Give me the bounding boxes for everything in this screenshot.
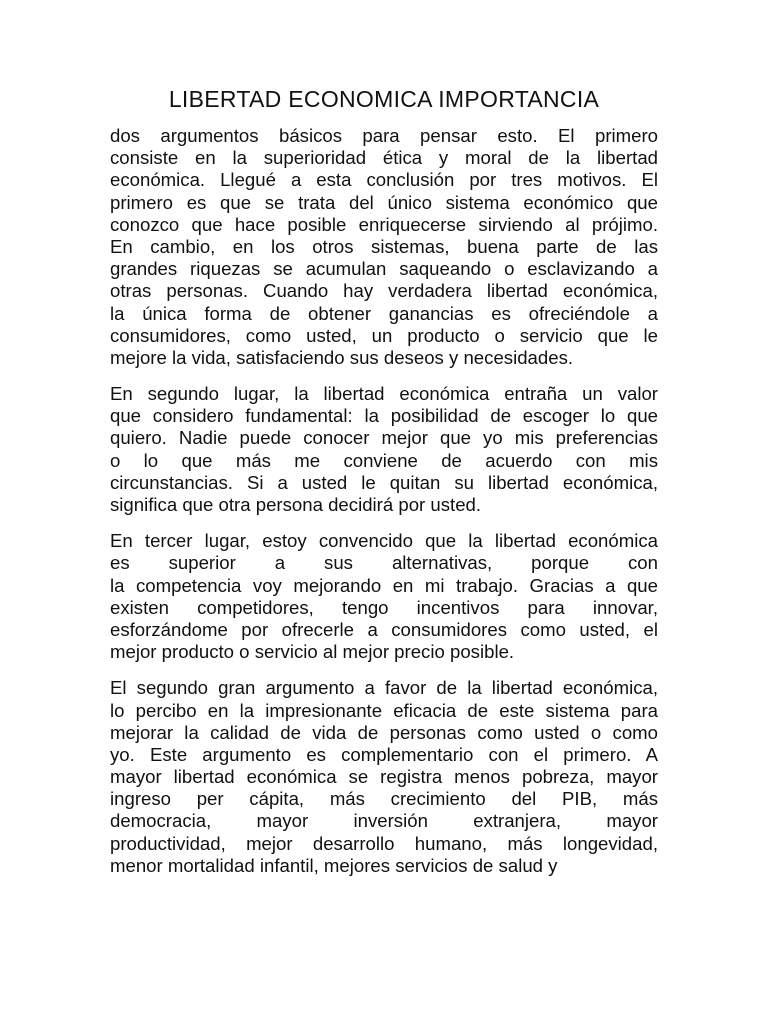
paragraph-line: mejor producto o servicio al mejor precio posible. (110, 641, 515, 663)
paragraph-line: ingreso per cápita, más crecimiento del PIB, más (110, 788, 658, 810)
paragraph-3 (110, 530, 658, 663)
paragraph-line: El segundo gran argumento a favor de la libertad económica, (110, 677, 658, 699)
paragraph-line: democracia, mayor inversión extranjera, mayor (110, 810, 658, 832)
paragraph-1 (110, 125, 658, 369)
paragraph-line: esforzándome por ofrecerle a consumidores como usted, el (110, 618, 658, 640)
paragraph-line: que considero fundamental: la posibilidad de escoger lo que (110, 405, 658, 427)
paragraph-line: significa que otra persona decidirá por usted. (110, 494, 482, 515)
paragraph-line: la competencia voy mejorando en mi trabajo. Gracias a que (110, 574, 658, 596)
paragraph-line: yo. Este argumento es complementario con el primero. A (110, 743, 658, 765)
paragraph-line: dos argumentos básicos para pensar esto. El primero (110, 125, 658, 146)
paragraph-line: grandes riquezas se acumulan saqueando o esclavizando a (110, 258, 658, 280)
paragraph-line: conozco que hace posible enriquecerse sirviendo al prójimo. (110, 213, 658, 235)
paragraph-line: primero es que se trata del único sistema económico que (110, 191, 658, 213)
paragraph-line: económica. Llegué a esta conclusión por tres motivos. El (110, 169, 658, 191)
paragraph-line: consumidores, como usted, un producto o servicio que le (110, 324, 658, 346)
paragraph-line: mejorar la calidad de vida de personas como usted o como (110, 721, 658, 743)
paragraph-2 (110, 383, 658, 516)
paragraph-line: consiste en la superioridad ética y moral de la libertad (110, 147, 658, 169)
paragraph-line: mejore la vida, satisfaciendo sus deseos y necesidades. (110, 346, 574, 368)
paragraph-line: existen competidores, tengo incentivos para innovar, (110, 596, 658, 618)
paragraph-line: circunstancias. Si a usted le quitan su libertad económica, (110, 471, 658, 493)
paragraph-line: En tercer lugar, estoy convencido que la libertad económica (110, 530, 658, 552)
paragraph-line: es superior a sus alternativas, porque con (110, 552, 658, 574)
paragraph-line: otras personas. Cuando hay verdadera libertad económica, (110, 280, 658, 302)
paragraph-line: quiero. Nadie puede conocer mejor que yo mis preferencias (110, 427, 658, 449)
paragraph-line: la única forma de obtener ganancias es ofreciéndole a (110, 302, 658, 324)
paragraph-line: mayor libertad económica se registra menos pobreza, mayor (110, 766, 658, 788)
paragraph-line: productividad, mejor desarrollo humano, más longevidad, (110, 832, 658, 854)
paragraph-line: En cambio, en los otros sistemas, buena parte de las (110, 235, 658, 257)
paragraph-line: o lo que más me conviene de acuerdo con mis (110, 449, 658, 471)
paragraph-line: lo percibo en la impresionante eficacia de este sistema para (110, 699, 658, 721)
document-title: LIBERTAD ECONOMICA IMPORTANCIA (168, 86, 600, 112)
paragraph-line: En segundo lugar, la libertad económica entraña un valor (110, 383, 658, 405)
document-body (110, 125, 658, 891)
paragraph-4 (110, 677, 658, 877)
paragraph-line: menor mortalidad infantil, mejores servicios de salud y (110, 854, 558, 876)
